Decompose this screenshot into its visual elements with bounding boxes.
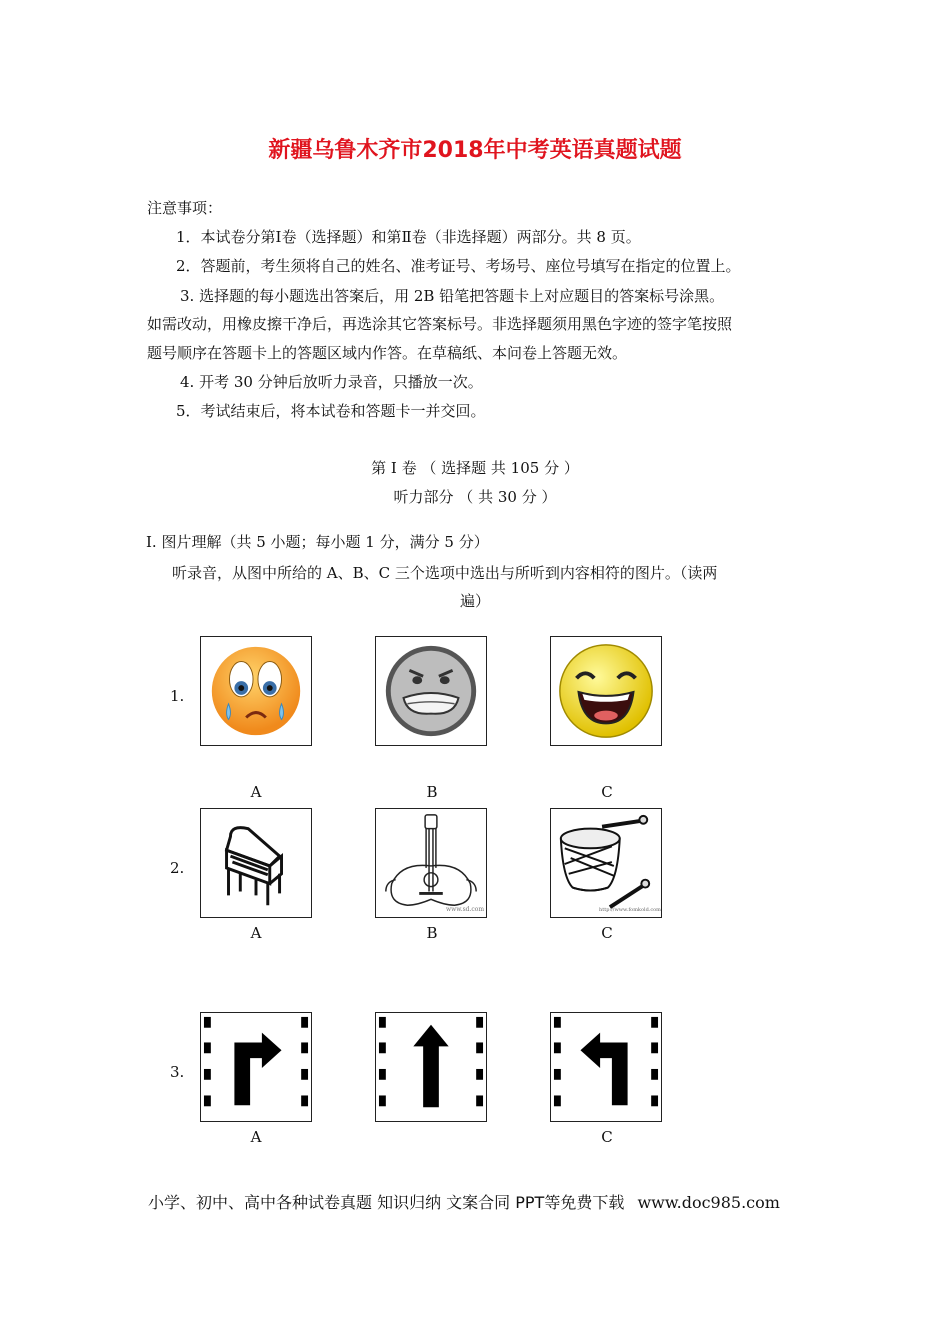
- guitar-caption: www.sd.com: [446, 906, 485, 913]
- notice-item-5: 5．考试结束后，将本试卷和答题卡一并交回。: [176, 402, 486, 420]
- turn-left-arrow-icon[interactable]: [550, 1012, 662, 1122]
- notice-item-4: 4. 开考 30 分钟后放听力录音，只播放一次。: [180, 373, 483, 391]
- piano-icon[interactable]: [200, 808, 312, 918]
- option-label-c: C: [601, 783, 613, 801]
- question-instruction-line-1: 听录音，从图中所给的 A、B、C 三个选项中选出与所听到内容相符的图片。（读两: [172, 564, 718, 582]
- notice-item-2: 2．答题前，考生须将自己的姓名、准考证号、考场号、座位号填写在指定的位置上。: [176, 257, 741, 275]
- option-label-a: A: [250, 924, 262, 942]
- drum-icon[interactable]: [550, 808, 662, 918]
- question-instruction-line-2: 遍）: [459, 592, 490, 610]
- notice-item-3-line-2: 如需改动，用橡皮擦干净后，再选涂其它答案标号。非选择题须用黑色字迹的签字笔按照: [147, 315, 733, 333]
- question-number: 1.: [170, 687, 185, 705]
- grimacing-face-icon[interactable]: [375, 636, 487, 746]
- straight-arrow-icon[interactable]: [375, 1012, 487, 1122]
- option-label-a: A: [250, 783, 262, 801]
- question-group-heading: Ⅰ. 图片理解（共 5 小题；每小题 1 分，满分 5 分）: [146, 533, 489, 551]
- page-title: 新疆乌鲁木齐市2018年中考英语真题试题: [268, 138, 682, 163]
- notice-item-3-line-1: 3. 选择题的每小题选出答案后，用 2B 铅笔把答题卡上对应题目的答案标号涂黑。: [180, 287, 725, 305]
- footer: [148, 1190, 780, 1213]
- question-number: 2.: [170, 859, 185, 877]
- footer-text: 小学、初中、高中各种试卷真题 知识归纳 文案合同 PPT等免费下载: [148, 1193, 625, 1212]
- crying-face-icon[interactable]: [200, 636, 312, 746]
- listening-heading: 听力部分 （ 共 30 分 ）: [393, 488, 557, 506]
- footer-url[interactable]: www.doc985.com: [637, 1193, 780, 1212]
- option-label-b: B: [426, 783, 438, 801]
- question-number: 3.: [170, 1063, 185, 1081]
- notice-item-3-line-3: 题号顺序在答题卡上的答题区域内作答。在草稿纸、本问卷上答题无效。: [147, 344, 628, 362]
- notice-item-1: 1．本试卷分第Ⅰ卷（选择题）和第Ⅱ卷（非选择题）两部分。共 8 页。: [176, 228, 641, 246]
- turn-right-arrow-icon[interactable]: [200, 1012, 312, 1122]
- guitar-icon[interactable]: [375, 808, 487, 918]
- option-label-a: A: [250, 1128, 262, 1146]
- drum-caption: http://www.fomkold.com: [599, 907, 661, 913]
- option-label-b: B: [426, 924, 438, 942]
- laughing-face-icon[interactable]: [550, 636, 662, 746]
- section-heading: 第 Ⅰ 卷 （ 选择题 共 105 分 ）: [371, 459, 579, 477]
- notice-heading: 注意事项：: [147, 199, 223, 217]
- option-label-c: C: [601, 1128, 613, 1146]
- option-label-c: C: [601, 924, 613, 942]
